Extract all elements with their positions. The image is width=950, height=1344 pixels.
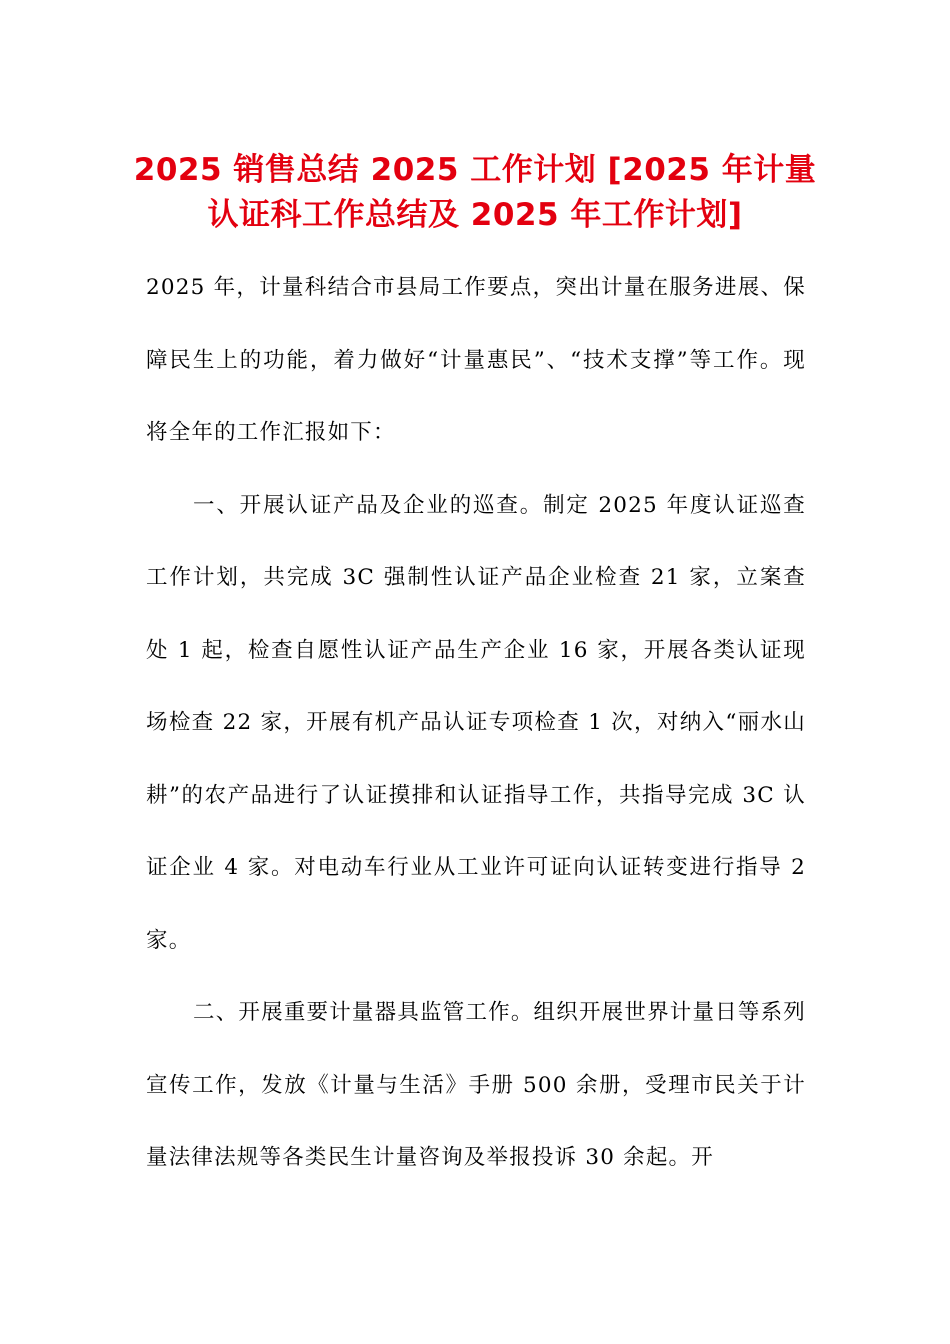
paragraph-section-2: 二、开展重要计量器具监管工作。组织开展世界计量日等系列宣传工作，发放《计量与生活》手册 500 余册，受理市民关于计量法律法规等各类民生计量咨询及举报投诉 30 余起。开 (146, 1000, 806, 1170)
document-body (146, 252, 806, 1195)
paragraph-section-1: 一、开展认证产品及企业的巡查。制定 2025 年度认证巡查工作计划，共完成 3C 强制性认证产品企业检查 21 家，立案查处 1 起，检查自愿性认证产品生产企业 16 家，开展各类认证现场检查 22 家，开展有机产品认证专项检查 1 次，对纳入“丽水山耕”的农产品进行了认证摸排和认证指导工作，共指导完成 3C 认证企业 4 家。对电动车行业从工业许可证向认证转变进行指导 2 家。 (146, 492, 806, 953)
document-title: 2025 销售总结 2025 工作计划 [2025 年计量认证科工作总结及 2025 年工作计划] (133, 152, 817, 233)
paragraph-intro: 2025 年，计量科结合市县局工作要点，突出计量在服务进展、保障民生上的功能，着力做好“计量惠民”、“技术支撑”等工作。现将全年的工作汇报如下： (146, 275, 806, 445)
